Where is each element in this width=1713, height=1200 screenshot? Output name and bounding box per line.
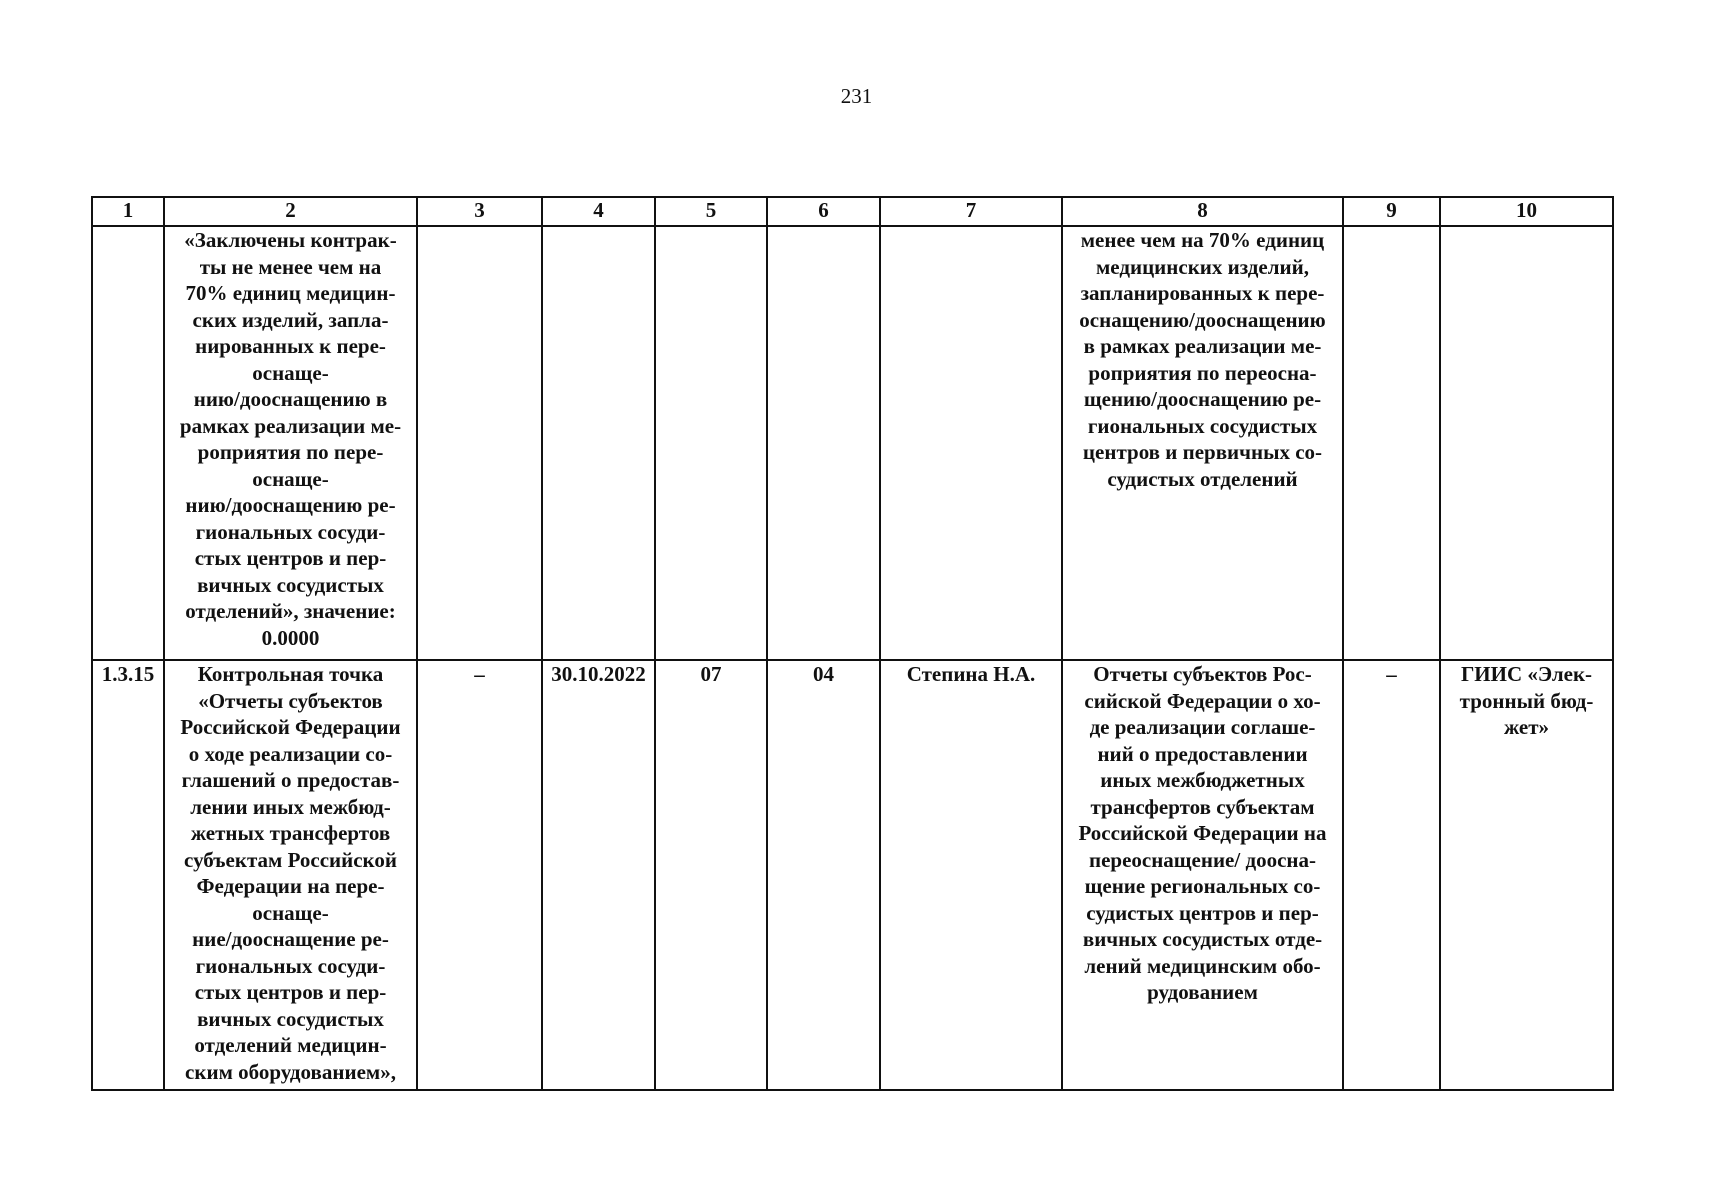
- column-header: 9: [1343, 197, 1440, 226]
- description-cell: Контрольная точка «Отчеты субъектов Российской Федерации о ходе реализации со- глашений о предостав- лении иных межбюд- жетных трансфертов субъектам Российской Федерации на пере- оснаще- ние/дооснащение ре- гиональных сосуди- стых центров и пер- вичных сосудистых отделений медицин- ским оборудованием»,: [164, 660, 417, 1090]
- column-header: 6: [767, 197, 880, 226]
- system-cell: ГИИС «Элек- тронный бюд- жет»: [1440, 660, 1613, 1090]
- date-cell: [542, 226, 655, 660]
- date-cell: 30.10.2022: [542, 660, 655, 1090]
- responsible-cell: Степина Н.А.: [880, 660, 1062, 1090]
- table-row: [92, 660, 1613, 1090]
- cell-col5: 07: [655, 660, 767, 1090]
- column-header: 7: [880, 197, 1062, 226]
- plan-table: [91, 196, 1614, 1091]
- cell-col9: –: [1343, 660, 1440, 1090]
- row-number-cell: [92, 226, 164, 660]
- cell-col6: [767, 226, 880, 660]
- column-header: 10: [1440, 197, 1613, 226]
- responsible-cell: [880, 226, 1062, 660]
- result-cell: Отчеты субъектов Рос- сийской Федерации о хо- де реализации соглаше- ний о предоставлении иных межбюджетных трансфертов субъектам Российской Федерации на переоснащение/ доосна- щение региональных со- судистых центров и пер- вичных сосудистых отде- лений медицинским обо- рудованием: [1062, 660, 1343, 1090]
- column-header: 1: [92, 197, 164, 226]
- table-row: [92, 226, 1613, 660]
- result-cell: менее чем на 70% единиц медицинских изделий, запланированных к пере- оснащению/дооснащению в рамках реализации ме- роприятия по переосна- щению/дооснащению ре- гиональных сосудистых центров и первичных со- судистых отделений: [1062, 226, 1343, 660]
- column-header: 3: [417, 197, 542, 226]
- description-cell: «Заключены контрак- ты не менее чем на 70% единиц медицин- ских изделий, запла- нированных к пере- оснаще- нию/дооснащению в рамках реализации ме- роприятия по пере- оснаще- нию/дооснащению ре- гиональных сосуди- стых центров и пер- вичных сосудистых отделений», значение: 0.0000: [164, 226, 417, 660]
- cell-col3: [417, 226, 542, 660]
- row-number-cell: 1.3.15: [92, 660, 164, 1090]
- cell-col5: [655, 226, 767, 660]
- system-cell: [1440, 226, 1613, 660]
- cell-col6: 04: [767, 660, 880, 1090]
- table-header-row: [92, 197, 1613, 226]
- cell-col3: –: [417, 660, 542, 1090]
- cell-col9: [1343, 226, 1440, 660]
- column-header: 8: [1062, 197, 1343, 226]
- column-header: 5: [655, 197, 767, 226]
- column-header: 4: [542, 197, 655, 226]
- column-header: 2: [164, 197, 417, 226]
- page-number: 231: [840, 84, 873, 108]
